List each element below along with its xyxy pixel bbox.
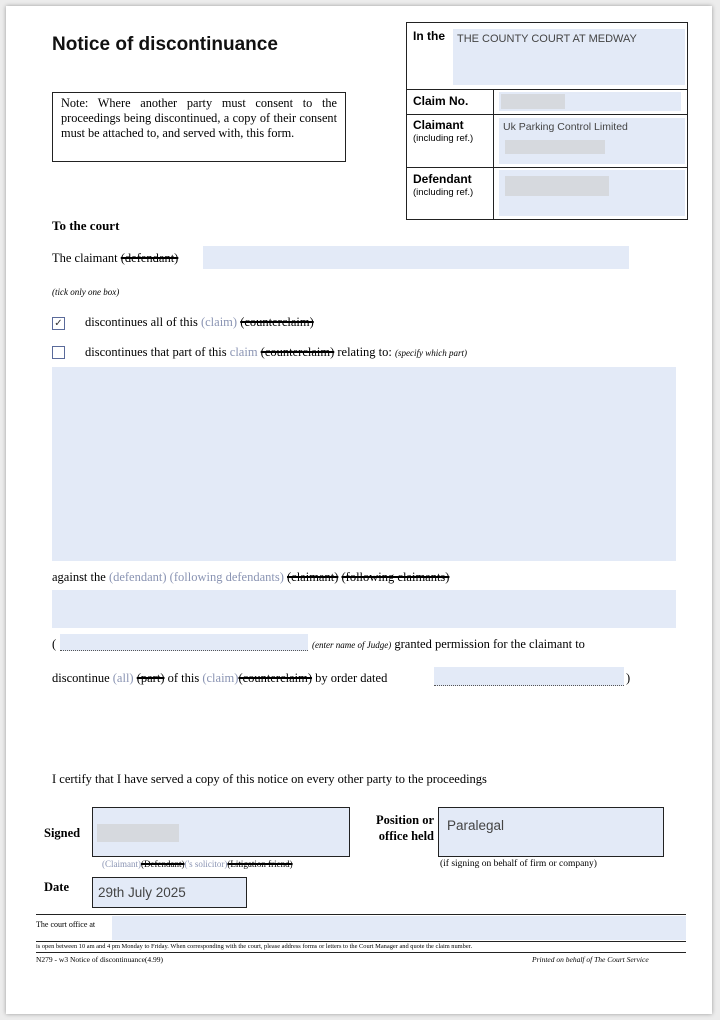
judge-open: ( bbox=[52, 637, 57, 651]
form-page bbox=[6, 6, 712, 1014]
claimant-sub: (including ref.) bbox=[413, 133, 474, 144]
tick-note: (tick only one box) bbox=[52, 287, 120, 297]
form-code: N279 - w3 Notice of discontinuance(4.99) bbox=[36, 955, 164, 964]
defendant-row bbox=[407, 167, 687, 219]
claimant-ref-redacted bbox=[505, 140, 605, 154]
option1-struck: (counterclaim) bbox=[240, 315, 314, 329]
claimant-line bbox=[52, 251, 178, 266]
discontinue-part-checkbox[interactable] bbox=[52, 346, 65, 359]
note-text: Note: Where another party must consent to the proceedings being discontinued, a copy of their consent must be attached to, and served with, this form. bbox=[61, 96, 337, 140]
option1-line bbox=[85, 315, 314, 330]
claim-no-field[interactable] bbox=[499, 92, 681, 111]
against-defendant: (defendant) bbox=[108, 570, 167, 584]
date-value: 29th July 2025 bbox=[98, 885, 186, 900]
position-label: Position or office held bbox=[376, 813, 434, 843]
to-court-heading: To the court bbox=[52, 218, 120, 233]
signed-sub-friend: (Litigation friend) bbox=[227, 859, 293, 869]
against-struck2: (following claimants) bbox=[341, 570, 450, 584]
claimant-line-label: The claimant bbox=[52, 251, 118, 265]
claim-no-redacted bbox=[501, 94, 565, 109]
signed-sub bbox=[102, 859, 293, 869]
in-the-label: In the bbox=[413, 29, 445, 43]
discontinue-of-this: of this bbox=[167, 671, 200, 685]
position-field[interactable] bbox=[438, 807, 664, 857]
discontinue-by-order: by order dated bbox=[315, 671, 388, 685]
signature-redacted bbox=[97, 824, 179, 842]
open-hours-text: is open between 10 am and 4 pm Monday to Friday. When corresponding with the court, please address forms or letters to the Court Manager and quote the claim number. bbox=[36, 943, 473, 950]
position-sub: (if signing on behalf of firm or company) bbox=[440, 859, 597, 869]
signature-field[interactable] bbox=[92, 807, 350, 857]
footer-rule-top bbox=[36, 914, 686, 915]
judge-name-field[interactable] bbox=[60, 634, 308, 651]
printed-on-behalf: Printed on behalf of The Court Service bbox=[532, 955, 649, 964]
defendant-field[interactable] bbox=[499, 170, 685, 216]
claim-no-label: Claim No. bbox=[413, 94, 469, 108]
against-following: (following defendants) bbox=[169, 570, 284, 584]
discontinue-text: discontinue bbox=[52, 671, 110, 685]
court-name-field[interactable] bbox=[453, 29, 685, 85]
date-field[interactable] bbox=[92, 877, 247, 908]
signed-label: Signed bbox=[44, 826, 81, 840]
footer-rule-bottom bbox=[36, 952, 686, 953]
certify-text: I certify that I have served a copy of this notice on every other party to the proceedings bbox=[52, 772, 487, 786]
option2-struck: (counterclaim) bbox=[260, 345, 335, 359]
defendant-sub: (including ref.) bbox=[413, 187, 474, 198]
defendant-redacted bbox=[505, 176, 609, 196]
against-label: against the bbox=[52, 570, 106, 584]
option2-text: discontinues that part of this bbox=[85, 345, 227, 359]
discontinue-claim: (claim) bbox=[202, 671, 239, 685]
discontinue-struck2: (counterclaim) bbox=[238, 671, 313, 685]
claimant-name-field[interactable] bbox=[203, 246, 629, 269]
claimant-field[interactable] bbox=[499, 118, 685, 164]
footer-rule-mid bbox=[36, 941, 686, 942]
order-date-field[interactable] bbox=[434, 667, 624, 686]
against-names-field[interactable] bbox=[52, 590, 676, 628]
defendant-label: Defendant bbox=[413, 172, 472, 186]
claimant-row bbox=[407, 115, 687, 168]
part-details-field[interactable] bbox=[52, 367, 676, 561]
court-row bbox=[407, 23, 687, 90]
position-value: Paralegal bbox=[447, 818, 505, 833]
court-office-field[interactable] bbox=[112, 916, 686, 940]
signed-sub-defendant: (Defendant) bbox=[141, 859, 185, 869]
option1-claim: (claim) bbox=[200, 315, 238, 329]
claim-no-row bbox=[407, 89, 687, 115]
signed-sub-solicitor: ('s solicitor) bbox=[184, 859, 228, 869]
judge-hint: (enter name of Judge) bbox=[312, 640, 392, 650]
option2-claim: claim bbox=[229, 345, 258, 359]
claimant-label: Claimant bbox=[413, 118, 464, 132]
header-table bbox=[406, 22, 688, 220]
discontinue-close: ) bbox=[626, 671, 631, 685]
against-line bbox=[52, 570, 449, 585]
option2-line bbox=[85, 345, 467, 360]
discontinue-all: (all) bbox=[112, 671, 134, 685]
signed-sub-claimant: (Claimant) bbox=[102, 859, 141, 869]
claimant-line-struck: (defendant) bbox=[120, 251, 179, 265]
note-box bbox=[52, 92, 346, 162]
court-office-label: The court office at bbox=[36, 920, 96, 929]
against-struck1: (claimant) bbox=[287, 570, 339, 584]
option2-relating: relating to: bbox=[337, 345, 392, 359]
judge-text: granted permission for the claimant to bbox=[394, 637, 585, 651]
judge-line-end bbox=[312, 637, 585, 652]
discontinue-line bbox=[52, 671, 387, 686]
option2-specify: (specify which part) bbox=[395, 348, 467, 358]
option1-text: discontinues all of this bbox=[85, 315, 198, 329]
discontinue-struck1: (part) bbox=[136, 671, 165, 685]
date-label: Date bbox=[44, 880, 69, 894]
discontinue-all-checkbox[interactable]: ✓ bbox=[52, 317, 65, 330]
court-name: THE COUNTY COURT AT MEDWAY bbox=[457, 33, 637, 45]
claimant-value: Uk Parking Control Limited bbox=[503, 121, 628, 133]
page-title: Notice of discontinuance bbox=[52, 34, 278, 55]
